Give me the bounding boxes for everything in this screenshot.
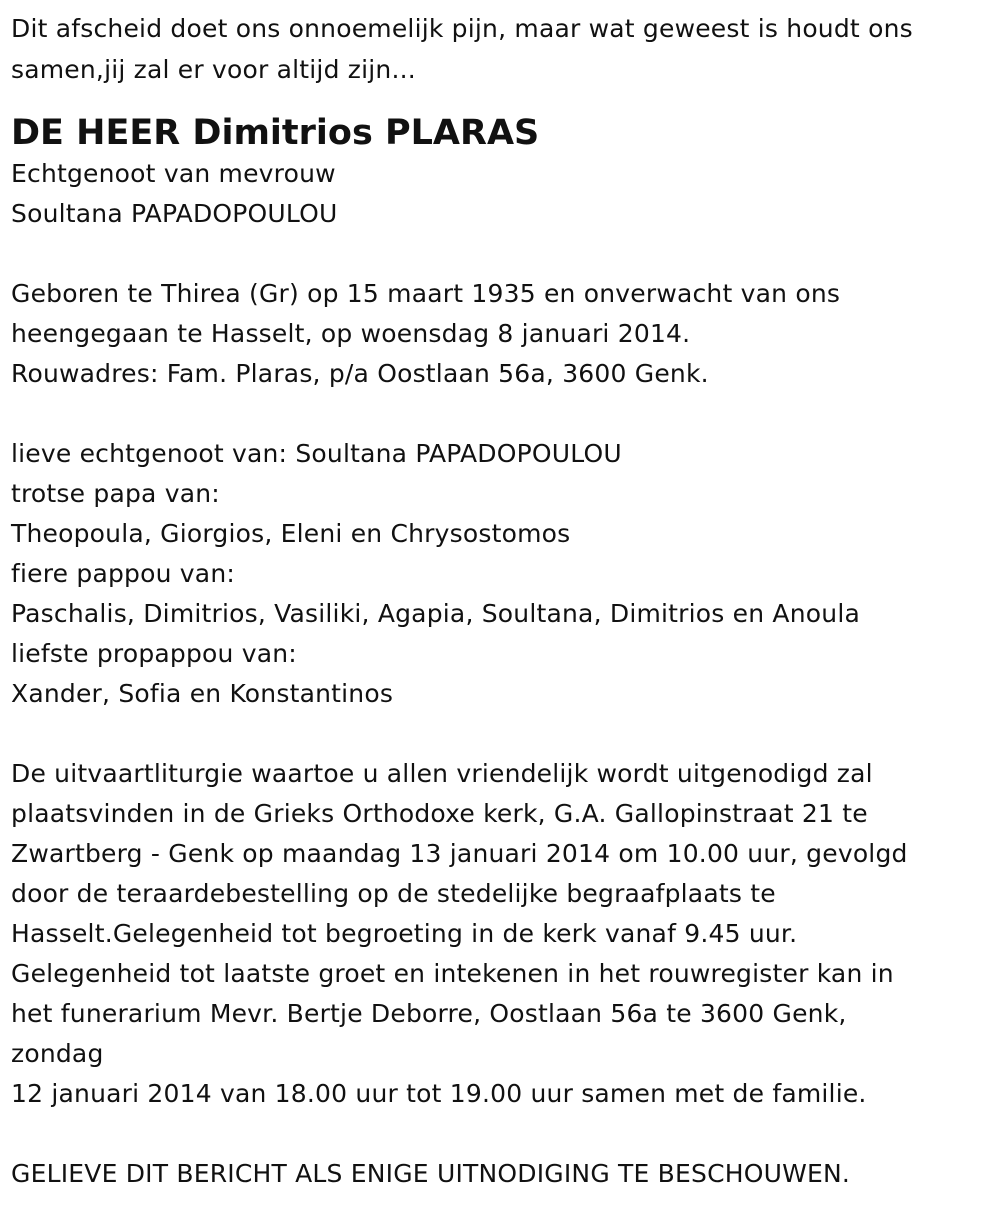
family-line: fiere pappou van: <box>11 559 235 588</box>
family-line: Theopoula, Giorgios, Eleni en Chrysostomos <box>11 519 571 548</box>
funeral-line: Zwartberg - Genk op maandag 13 januari 2014 om 10.00 uur, gevolgd <box>11 839 908 868</box>
funeral-line: het funerarium Mevr. Bertje Deborre, Oostlaan 56a te 3600 Genk, <box>11 999 847 1028</box>
funeral-line: zondag <box>11 1039 104 1068</box>
details-line: heengegaan te Hasselt, op woensdag 8 januari 2014. <box>11 319 691 348</box>
mourning-address: Rouwadres: Fam. Plaras, p/a Oostlaan 56a, 3600 Genk. <box>11 359 709 388</box>
intro-quote <box>11 8 990 90</box>
family-line: trotse papa van: <box>11 479 220 508</box>
closing-notice: GELIEVE DIT BERICHT ALS ENIGE UITNODIGING TE BESCHOUWEN. <box>11 1159 851 1188</box>
spouse-line: Soultana PAPADOPOULOU <box>11 199 338 228</box>
funeral-line: plaatsvinden in de Grieks Orthodoxe kerk, G.A. Gallopinstraat 21 te <box>11 799 868 828</box>
spouse-block <box>11 154 990 234</box>
funeral-line: 12 januari 2014 van 18.00 uur tot 19.00 uur samen met de familie. <box>11 1079 867 1108</box>
paragraph-spacer <box>11 1114 990 1154</box>
birth-death-details <box>11 274 990 394</box>
family-line: Paschalis, Dimitrios, Vasiliki, Agapia, Soultana, Dimitrios en Anoula <box>11 599 860 628</box>
details-line: Geboren te Thirea (Gr) op 15 maart 1935 en onverwacht van ons <box>11 279 841 308</box>
paragraph-spacer <box>11 394 990 434</box>
funeral-line: Hasselt.Gelegenheid tot begroeting in de kerk vanaf 9.45 uur. <box>11 919 798 948</box>
family-list <box>11 434 990 714</box>
funeral-line: De uitvaartliturgie waartoe u allen vriendelijk wordt uitgenodigd zal <box>11 759 873 788</box>
intro-line: samen,jij zal er voor altijd zijn... <box>11 55 416 84</box>
family-line: lieve echtgenoot van: Soultana PAPADOPOULOU <box>11 439 622 468</box>
funeral-details <box>11 754 990 1114</box>
family-line: Xander, Sofia en Konstantinos <box>11 679 394 708</box>
paragraph-spacer <box>11 234 990 274</box>
paragraph-spacer <box>11 714 990 754</box>
intro-line: Dit afscheid doet ons onnoemelijk pijn, maar wat geweest is houdt ons <box>11 14 913 43</box>
funeral-line: Gelegenheid tot laatste groet en intekenen in het rouwregister kan in <box>11 959 894 988</box>
funeral-line: door de teraardebestelling op de stedelijke begraafplaats te <box>11 879 776 908</box>
spouse-line: Echtgenoot van mevrouw <box>11 159 336 188</box>
family-line: liefste propappou van: <box>11 639 297 668</box>
deceased-name: DE HEER Dimitrios PLARAS <box>11 113 540 153</box>
